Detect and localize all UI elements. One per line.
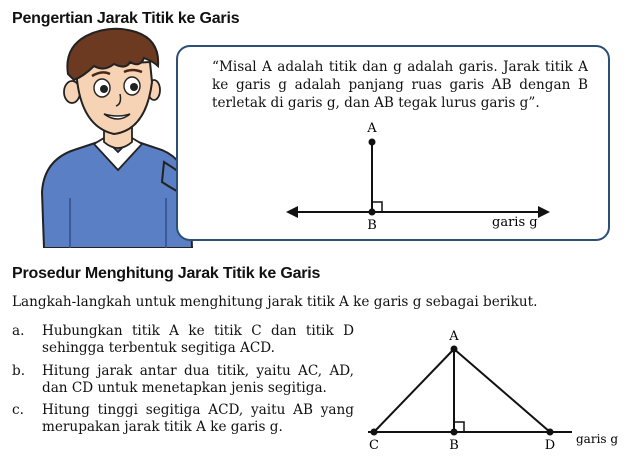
- arrow-right-icon: [538, 206, 550, 218]
- label-b: B: [367, 218, 377, 233]
- step-marker: a.: [12, 323, 25, 339]
- point-b: [369, 209, 376, 216]
- label-line-g: garis g: [492, 215, 538, 230]
- step-text: Hitung jarak antar dua titik, yaitu AC, AD, dan CD untuk menetapkan jenis segitiga.: [42, 363, 354, 396]
- point-a: [451, 346, 458, 353]
- step-marker: b.: [12, 363, 26, 379]
- segment-ad: [454, 349, 550, 432]
- label-a: A: [367, 121, 377, 136]
- triangle-diagram: [360, 325, 636, 461]
- label-c: C: [369, 438, 379, 453]
- perpendicular-diagram: [280, 118, 560, 238]
- label-a: A: [449, 329, 459, 344]
- step-b: [12, 363, 354, 397]
- step-c: [12, 402, 354, 436]
- step-marker: c.: [12, 402, 24, 418]
- point-b: [451, 429, 458, 436]
- step-text: Hubungkan titik A ke titik C dan titik D sehingga terbentuk segitiga ACD.: [42, 323, 354, 356]
- label-line-g: garis g: [576, 432, 619, 446]
- point-a: [369, 139, 376, 146]
- step-text: Hitung tinggi segitiga ACD, yaitu AB yang merupakan jarak titik A ke garis g.: [42, 402, 354, 435]
- section-title-definition: Pengertian Jarak Titik ke Garis: [12, 10, 240, 27]
- point-d: [547, 429, 554, 436]
- step-a: [12, 323, 354, 357]
- section-title-procedure: Prosedur Menghitung Jarak Titik ke Garis: [12, 265, 321, 282]
- segment-ac: [374, 349, 454, 432]
- label-d: D: [544, 438, 556, 453]
- procedure-intro: Langkah-langkah untuk menghitung jarak titik A ke garis g sebagai berikut.: [12, 294, 538, 310]
- definition-quote: “Misal A adalah titik dan g adalah garis. Jarak titik A ke garis g adalah panjang ruas garis AB dengan B terletak di garis g, dan AB tegak lurus garis g”.: [212, 59, 588, 111]
- point-c: [371, 429, 378, 436]
- arrow-left-icon: [286, 206, 298, 218]
- label-b: B: [449, 438, 459, 453]
